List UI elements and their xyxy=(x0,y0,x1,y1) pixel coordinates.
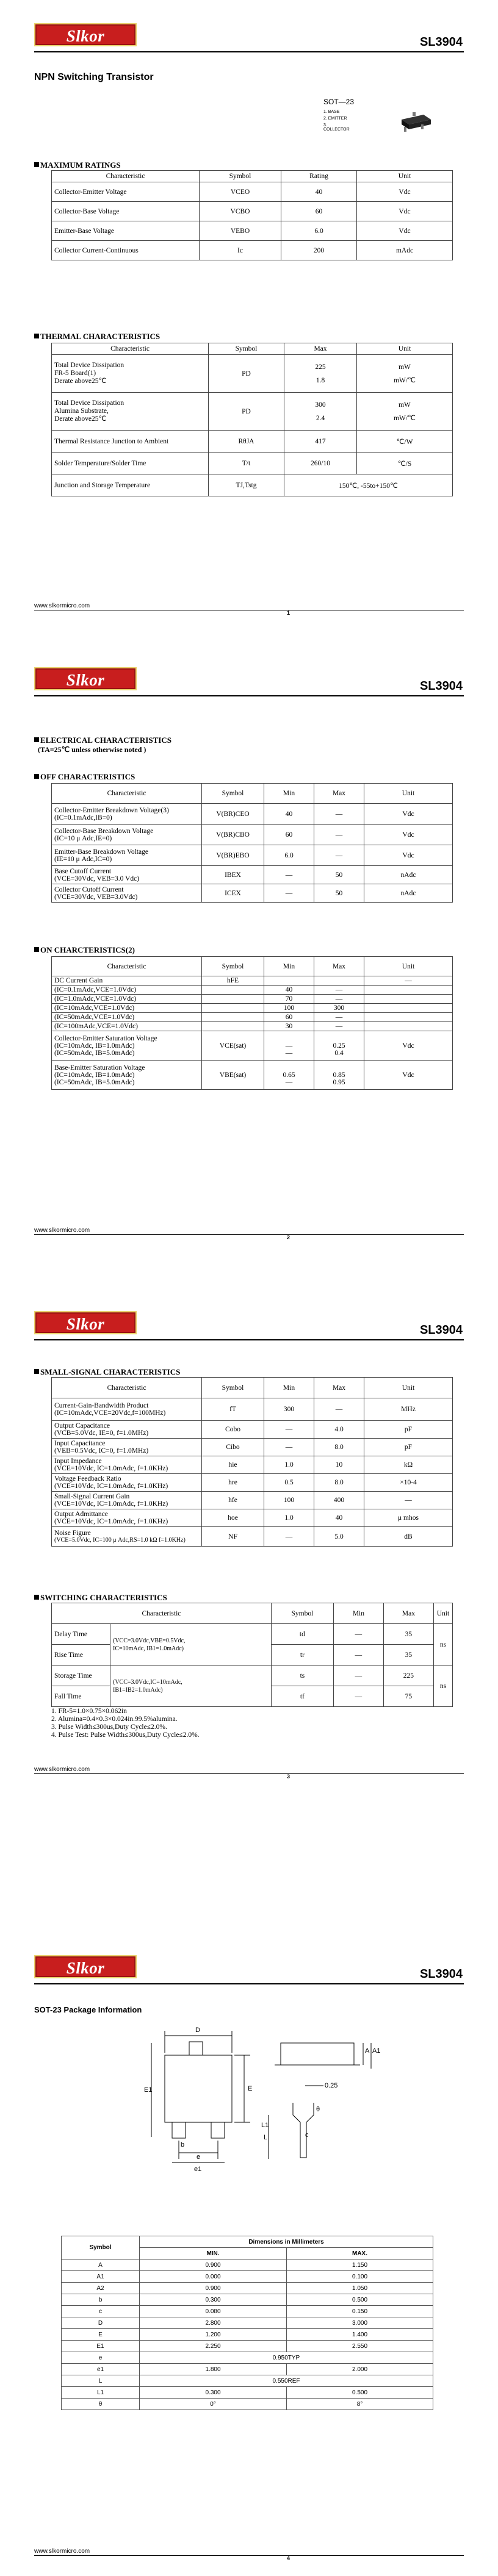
table-row: (IC=1.0mAdc,VCE=1.0Vdc) 70 — xyxy=(52,995,453,1004)
section-thermal: THERMAL CHARACTERISTICS xyxy=(34,332,160,342)
table-row: L1 0.300 0.500 xyxy=(62,2387,433,2399)
switching-table xyxy=(51,1603,453,1707)
package-info-title: SOT-23 Package Information xyxy=(34,2005,142,2014)
on-characteristics-table xyxy=(51,956,453,1090)
table-row: Collector-Emitter Voltage VCEO 40 Vdc xyxy=(52,182,453,202)
dim-label-a1: A1 xyxy=(372,2047,381,2055)
table-row: Output Admittance (VCE=10Vdc, IC=1.0mAdc, f=1.0KHz) hoe 1.0 40 μ mhos xyxy=(52,1509,453,1527)
header-rule xyxy=(34,1339,464,1340)
footer-url: www.slkormicro.com xyxy=(34,1227,90,1234)
table-header: Max xyxy=(314,957,364,976)
table-header: Unit xyxy=(433,1603,452,1624)
table-header: Unit xyxy=(357,343,453,355)
pin-1: 1. BASE xyxy=(323,110,340,114)
pin-3-lead xyxy=(189,2042,203,2055)
page-title: NPN Switching Transistor xyxy=(34,72,154,82)
package-drawing xyxy=(122,2017,403,2213)
table-row: (IC=0.1mAdc,VCE=1.0Vdc) 40 — xyxy=(52,986,453,995)
footnote: 2. Alumina=0.4×0.3×0.024in.99.5%alumina. xyxy=(51,1716,178,1723)
table-header: Unit xyxy=(357,171,453,182)
table-row: Emitter-Base Breakdown Voltage (IE=10 μ Adc,IC=0) V(BR)EBO 6.0 — Vdc xyxy=(52,845,453,866)
body-side-view xyxy=(281,2043,354,2065)
table-row: E1 2.250 2.550 xyxy=(62,2341,433,2352)
table-header: Dimensions in Millimeters xyxy=(140,2236,433,2248)
table-header: Unit xyxy=(364,957,453,976)
table-header: Unit xyxy=(364,784,453,804)
table-row: Voltage Feedback Ratio (VCE=10Vdc, IC=1.0mAdc, f=1.0KHz) hre 0.5 8.0 ×10-4 xyxy=(52,1474,453,1492)
table-row: Collector-Base Voltage VCBO 60 Vdc xyxy=(52,202,453,221)
table-row: A1 0.000 0.100 xyxy=(62,2271,433,2283)
table-row: (IC=10mAdc,VCE=1.0Vdc) 100 300 xyxy=(52,1004,453,1013)
brand-logo: Slkor xyxy=(34,667,137,690)
pin-3: 3. COLLECTOR xyxy=(323,123,350,132)
table-row: Total Device Dissipation FR-5 Board(1) Derate above25℃ PD 225 1.8 mW mW/℃ xyxy=(52,355,453,393)
package-pinout xyxy=(323,98,355,132)
table-row: Input Impedance (VCE=10Vdc, IC=1.0mAdc, f=1.0KHz) hie 1.0 10 kΩ xyxy=(52,1456,453,1474)
dim-label-e-pitch: e xyxy=(197,2153,201,2161)
table-header: Characteristic xyxy=(52,1378,202,1398)
dim-label-e: E xyxy=(248,2085,253,2092)
table-row: Base-Emitter Saturation Voltage (IC=10mAdc, IB=1.0mAdc) (IC=50mAdc, IB=5.0mAdc) VBE(sat) 0.65 — 0.85 0.95 Vdc xyxy=(52,1061,453,1090)
table-header: Min xyxy=(264,784,314,804)
table-row: Solder Temperature/Solder Time T/t 260/10 ℃/S xyxy=(52,453,453,474)
table-row: A 0.900 1.150 xyxy=(62,2259,433,2271)
page-number: 2 xyxy=(287,1234,290,1240)
body-top-view xyxy=(165,2055,232,2122)
section-electrical: ELECTRICAL CHARACTERISTICS xyxy=(34,735,171,745)
table-row: Storage Time (VCC=3.0Vdc,IC=10mAdc, IB1=IB2=1.0mAdc) ts — 225 ns xyxy=(52,1665,453,1686)
table-row: θ 0° 8° xyxy=(62,2399,433,2410)
table-row: Total Device Dissipation Alumina Substrate, Derate above25℃ PD 300 2.4 mW mW/℃ xyxy=(52,393,453,431)
table-row: Current-Gain-Bandwidth Product (IC=10mAdc,VCE=20Vdc,f=100MHz) fT 300 — MHz xyxy=(52,1398,453,1421)
table-header: Characteristic xyxy=(52,1603,272,1624)
table-row: e1 1.800 2.000 xyxy=(62,2364,433,2375)
sot23-package-image xyxy=(397,111,433,135)
table-row: Collector-Emitter Breakdown Voltage(3) (IC=0.1mAdc,IB=0) V(BR)CEO 40 — Vdc xyxy=(52,804,453,825)
header-rule xyxy=(34,695,464,696)
dim-label-a: A xyxy=(365,2047,370,2055)
table-header: Max xyxy=(314,784,364,804)
table-header: Max xyxy=(383,1603,433,1624)
table-row: Fall Time tf — 75 xyxy=(52,1686,453,1707)
package-name: SOT—23 xyxy=(323,98,355,106)
table-header: Characteristic xyxy=(52,957,202,976)
table-row: Junction and Storage Temperature TJ,Tstg 150℃, -55to+150℃ xyxy=(52,474,453,496)
table-row: Rise Time tr — 35 xyxy=(52,1645,453,1665)
page-4 xyxy=(0,1932,498,2576)
brand-logo: Slkor xyxy=(34,1311,137,1334)
table-header: Min xyxy=(333,1603,383,1624)
footnote: 1. FR-5=1.0×0.75×0.062in xyxy=(51,1708,127,1715)
pin-2-lead xyxy=(211,2122,225,2138)
header-rule xyxy=(34,1983,464,1984)
header-rule xyxy=(34,51,464,52)
dim-label-theta: θ xyxy=(316,2106,320,2113)
section-off: OFF CHARACTERISTICS xyxy=(34,772,135,782)
dim-label-d: D xyxy=(195,2027,200,2034)
table-header: Symbol xyxy=(200,171,281,182)
table-row: A2 0.900 1.050 xyxy=(62,2283,433,2294)
table-header: Min xyxy=(264,1378,314,1398)
part-number: SL3904 xyxy=(419,1967,463,1981)
off-characteristics-table xyxy=(51,783,453,903)
page-number: 3 xyxy=(287,1773,290,1780)
dim-label-e1-pitch: e1 xyxy=(194,2166,202,2173)
table-row: Output Capacitance (VCB=5.0Vdc, IE=0, f=1.0MHz) Cobo — 4.0 pF xyxy=(52,1421,453,1439)
table-row: Collector-Emitter Saturation Voltage (IC=10mAdc, IB=1.0mAdc) (IC=50mAdc, IB=5.0mAdc) VCE(sat) — — 0.25 0.4 Vdc xyxy=(52,1031,453,1061)
brand-logo: Slkor xyxy=(34,1955,137,1978)
table-row: DC Current Gain hFE — xyxy=(52,976,453,986)
page-2 xyxy=(0,644,498,1288)
footer-rule xyxy=(34,2555,464,2556)
table-row: Delay Time (VCC=3.0Vdc,VBE=0.5Vdc, IC=10mAdc, IB1=1.0mAdc) td — 35 ns xyxy=(52,1624,453,1645)
table-header: Rating xyxy=(281,171,357,182)
table-row: D 2.800 3.000 xyxy=(62,2317,433,2329)
dimensions-table xyxy=(61,2236,433,2410)
table-row: c 0.080 0.150 xyxy=(62,2306,433,2317)
pin-2: 2. EMITTER xyxy=(323,116,347,121)
table-header: Symbol xyxy=(271,1603,333,1624)
table-header: Characteristic xyxy=(52,171,200,182)
part-number: SL3904 xyxy=(419,1323,463,1337)
table-header: MIN. xyxy=(140,2248,287,2259)
dim-label-gauge: 0.25 xyxy=(325,2082,338,2089)
table-row: Thermal Resistance Junction to Ambient RθJA 417 ℃/W xyxy=(52,431,453,453)
dim-label-e1: E1 xyxy=(144,2086,153,2094)
part-number: SL3904 xyxy=(419,35,463,49)
table-header: Symbol xyxy=(202,957,264,976)
dim-label-l: L xyxy=(264,2134,268,2141)
table-header: Symbol xyxy=(62,2236,140,2259)
table-header: Max xyxy=(284,343,357,355)
table-header: Characteristic xyxy=(52,784,202,804)
table-header: MAX. xyxy=(287,2248,433,2259)
page-3 xyxy=(0,1288,498,1932)
small-signal-table xyxy=(51,1377,453,1547)
table-row: Collector Current-Continuous Ic 200 mAdc xyxy=(52,241,453,260)
section-small-signal: SMALL-SIGNAL CHARACTERISTICS xyxy=(34,1367,180,1377)
footer-url: www.slkormicro.com xyxy=(34,603,90,609)
footer-url: www.slkormicro.com xyxy=(34,1766,90,1773)
footnote: 3. Pulse Width≤300us,Duty Cycle≤2.0%. xyxy=(51,1723,167,1731)
thermal-table xyxy=(51,343,453,496)
pin-1-lead xyxy=(172,2122,186,2138)
footer-rule xyxy=(34,1773,464,1774)
section-switching: SWITCHING CHARACTERISTICS xyxy=(34,1593,167,1603)
dim-label-c: c xyxy=(305,2131,309,2139)
section-max-ratings: MAXIMUM RATINGS xyxy=(34,160,121,170)
table-row: Base Cutoff Current (VCE=30Vdc, VEB=3.0 Vdc) IBEX — 50 nAdc xyxy=(52,866,453,884)
table-row: Collector-Base Breakdown Voltage (IC=10 μ Adc,IE=0) V(BR)CBO 60 — Vdc xyxy=(52,825,453,845)
section-on: ON CHARCTERISTICS(2) xyxy=(34,945,135,955)
table-row: Collector Cutoff Current (VCE=30Vdc, VEB=3.0Vdc) ICEX — 50 nAdc xyxy=(52,884,453,903)
table-header: Max xyxy=(314,1378,364,1398)
table-row: E 1.200 1.400 xyxy=(62,2329,433,2341)
footnotes xyxy=(51,1708,200,1739)
table-row: e 0.950TYP xyxy=(62,2352,433,2364)
dim-label-b: b xyxy=(181,2141,185,2148)
footer-rule xyxy=(34,1234,464,1235)
page-number: 1 xyxy=(287,610,290,616)
footer-url: www.slkormicro.com xyxy=(34,2548,90,2555)
brand-logo: Slkor xyxy=(34,23,137,46)
table-row: Noise Figure (VCE=5.0Vdc, IC=100 μ Adc,RS=1.0 kΩ f=1.0KHz) NF — 5.0 dB xyxy=(52,1527,453,1547)
table-header: Unit xyxy=(364,1378,453,1398)
table-header: Symbol xyxy=(202,784,264,804)
table-row: (IC=50mAdc,VCE=1.0Vdc) 60 — xyxy=(52,1013,453,1022)
table-header: Symbol xyxy=(202,1378,264,1398)
page-1 xyxy=(0,0,498,644)
table-header: Characteristic xyxy=(52,343,209,355)
part-number: SL3904 xyxy=(419,679,463,693)
table-row: (IC=100mAdc,VCE=1.0Vdc) 30 — xyxy=(52,1022,453,1031)
max-ratings-table xyxy=(51,170,453,260)
table-row: Input Capacitance (VEB=0.5Vdc, IC=0, f=1.0MHz) Cibo — 8.0 pF xyxy=(52,1439,453,1456)
table-header: Symbol xyxy=(209,343,284,355)
page-number: 4 xyxy=(287,2555,290,2561)
dim-label-l1: L1 xyxy=(261,2122,269,2129)
table-header: Min xyxy=(264,957,314,976)
table-row: b 0.300 0.500 xyxy=(62,2294,433,2306)
temp-note: (TA=25℃ unless otherwise noted ) xyxy=(38,745,146,754)
table-row: Small-Signal Current Gain (VCE=10Vdc, IC=1.0mAdc, f=1.0KHz) hfe 100 400 — xyxy=(52,1492,453,1509)
footnote: 4. Pulse Test: Pulse Width≤300us,Duty Cycle≤2.0%. xyxy=(51,1731,200,1739)
table-row: Emitter-Base Voltage VEBO 6.0 Vdc xyxy=(52,221,453,241)
table-row: L 0.550REF xyxy=(62,2375,433,2387)
